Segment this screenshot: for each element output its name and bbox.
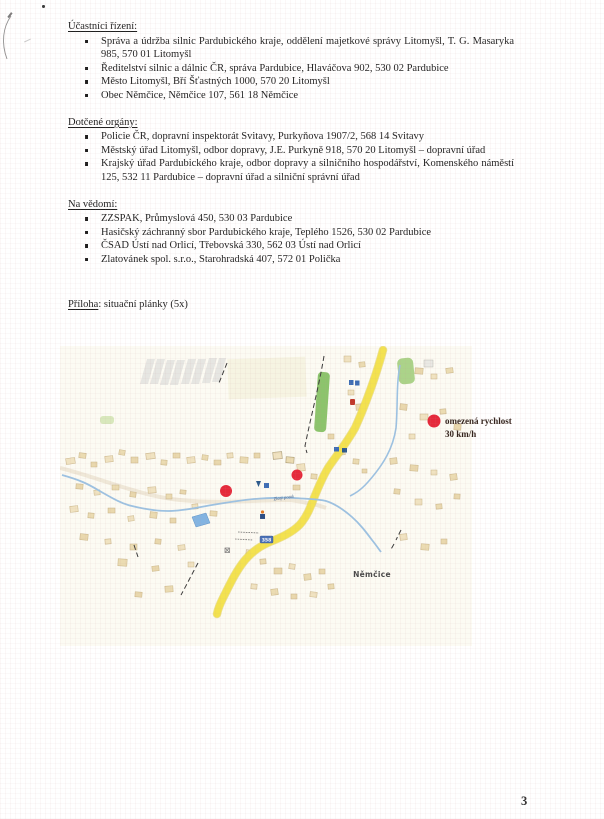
map-building-gray (424, 360, 433, 367)
map-building (119, 450, 126, 456)
map-building (146, 453, 156, 460)
list-item: ČSAD Ústí nad Orlicí, Třebovská 330, 562 03 Ústí nad Orlicí (68, 239, 514, 253)
map-building (415, 368, 423, 375)
map-building (105, 539, 111, 544)
bus-stop-icon (355, 381, 360, 386)
list-item: Město Litomyšl, Bří Šťastných 1000, 570 20 Litomyšl (68, 75, 514, 89)
situation-map-image (60, 346, 540, 646)
bullet-square-icon (85, 231, 88, 234)
bullet-square-icon (85, 217, 88, 220)
map-building (359, 362, 365, 368)
map-building (173, 453, 180, 458)
map-building (251, 584, 257, 589)
bullet-square-icon (85, 135, 88, 138)
info-icon (264, 483, 269, 488)
page-number: 3 (521, 794, 528, 808)
legend-marker-icon (428, 415, 441, 428)
scan-artifact-dot (42, 5, 45, 8)
section-heading-ucastnici: Účastníci řízení: (68, 21, 138, 32)
attachment-text: : situační plánky (5x) (98, 298, 188, 310)
map-building (390, 458, 397, 465)
map-building (446, 368, 453, 374)
map-building (66, 457, 76, 464)
map-building (454, 494, 460, 499)
map-building (188, 562, 194, 567)
map-building (161, 460, 167, 465)
scan-artifact-dash (24, 39, 31, 43)
map-building (450, 474, 458, 481)
list-item: Městský úřad Litomyšl, odbor dopravy, J.E. Purkyně 918, 570 20 Litomyšl – dopravní úřad (68, 144, 514, 158)
legend-line1: omezená rychlost (445, 416, 512, 426)
bullet-square-icon (85, 162, 88, 165)
map-building (400, 404, 407, 411)
map-building (410, 465, 418, 472)
map-building (148, 487, 156, 494)
map-building (150, 512, 157, 519)
map-building (273, 452, 282, 460)
map-building (155, 539, 161, 545)
map-building (240, 457, 248, 463)
map-building (79, 453, 86, 459)
map-building (319, 569, 325, 574)
map-building (286, 457, 294, 463)
map-building (130, 544, 137, 550)
figure-icon-head (261, 510, 264, 513)
map-building (128, 516, 134, 522)
map-building (180, 490, 186, 495)
map-building (328, 584, 334, 589)
map-building (254, 453, 260, 458)
info-icon (342, 448, 347, 453)
map-building (420, 414, 428, 420)
map-building (130, 492, 136, 498)
map-building (214, 460, 221, 465)
map-building (431, 470, 437, 475)
list-item: Zlatovánek spol. s.r.o., Starohradská 407, 572 01 Polička (68, 253, 514, 267)
bullet-square-icon (85, 40, 88, 43)
map-building (170, 518, 176, 523)
bullet-square-icon (85, 258, 88, 261)
map-building (431, 374, 437, 379)
map-building (400, 534, 407, 541)
map-building (118, 559, 127, 566)
legend-line2: 30 km/h (445, 429, 477, 439)
map-building (91, 462, 97, 467)
speed-marker-icon (292, 470, 303, 481)
village-label: Němčice (353, 570, 391, 579)
section-heading-navedomi: Na vědomí: (68, 198, 118, 210)
map-building (80, 534, 88, 541)
map-building (76, 484, 83, 489)
map-building (289, 564, 295, 570)
map-building (131, 457, 138, 463)
map-building (328, 434, 334, 439)
attachment-label: Příloha (68, 298, 99, 310)
figure-icon-body (260, 514, 265, 519)
info-icon (334, 447, 339, 452)
map-building (409, 434, 415, 439)
map-building (260, 559, 266, 564)
bullet-square-icon (85, 244, 88, 247)
monument-icon (350, 399, 355, 405)
map-building (187, 457, 195, 464)
map-building (70, 506, 78, 513)
map-building (108, 508, 115, 513)
map-building (178, 545, 185, 551)
map-building (415, 499, 422, 505)
list-item: Obec Němčice, Němčice 107, 561 18 Němčice (68, 89, 514, 103)
scan-artifact-curve (0, 14, 14, 62)
map-building (441, 539, 447, 544)
section-list-dotcene (68, 130, 514, 184)
document-text (68, 20, 514, 311)
map-building (105, 456, 113, 463)
map-building (227, 453, 233, 458)
bullet-square-icon (85, 149, 88, 152)
section-list-navedomi (68, 212, 514, 266)
attachment-line (68, 298, 514, 312)
map-building (274, 568, 282, 574)
map-building (293, 485, 300, 490)
section-heading-dotcene: Dotčené orgány: (68, 116, 138, 128)
map-building (166, 494, 172, 499)
map-building (210, 511, 217, 516)
list-item: ZZSPAK, Průmyslová 450, 530 03 Pardubice (68, 212, 514, 226)
map-building (362, 469, 367, 473)
map-building (112, 485, 119, 490)
section-list-ucastnici (68, 35, 514, 103)
map-building (152, 566, 159, 572)
map-green-small (100, 416, 114, 424)
map-building (311, 474, 317, 479)
map-building (348, 390, 354, 395)
map-building (440, 409, 446, 414)
list-item: Krajský úřad Pardubického kraje, odbor dopravy a silničního hospodářství, Komenského náměstí 125, 532 11 Pardubice – dopravní úřad a silniční správní úřad (68, 157, 514, 184)
map-building (421, 544, 429, 551)
bus-stop-icon (349, 380, 354, 385)
list-item: Správa a údržba silnic Pardubického kraje, oddělení majetkové správy Litomyšl, T. G. Masaryka 985, 570 01 Litomyšl (68, 35, 514, 62)
map-building (353, 459, 359, 464)
speed-marker-icon (220, 485, 232, 497)
map-building (135, 592, 142, 597)
bullet-square-icon (85, 80, 88, 83)
map-building (202, 455, 208, 461)
stream-label: Zlatý potok (273, 493, 295, 502)
bullet-square-icon (85, 67, 88, 70)
list-item: Ředitelství silnic a dálnic ČR, správa Pardubice, Hlaváčova 902, 530 02 Pardubice (68, 62, 514, 76)
map-building (271, 589, 279, 596)
map-building (344, 356, 351, 362)
map-building (88, 513, 94, 518)
map-building (304, 574, 311, 581)
bullet-square-icon (85, 94, 88, 97)
map-building (394, 489, 400, 495)
map-building (291, 594, 297, 599)
map-building (436, 504, 442, 509)
map-building (165, 586, 173, 592)
list-item: Hasičský záchranný sbor Pardubického kraje, Teplého 1526, 530 02 Pardubice (68, 226, 514, 240)
road-badge (260, 536, 273, 543)
road-badge-number: 358 (261, 538, 272, 544)
map-field (227, 357, 306, 400)
map-building (310, 592, 317, 598)
list-item: Policie ČR, dopravní inspektorát Svitavy, Purkyňova 1907/2, 568 14 Svitavy (68, 130, 514, 144)
